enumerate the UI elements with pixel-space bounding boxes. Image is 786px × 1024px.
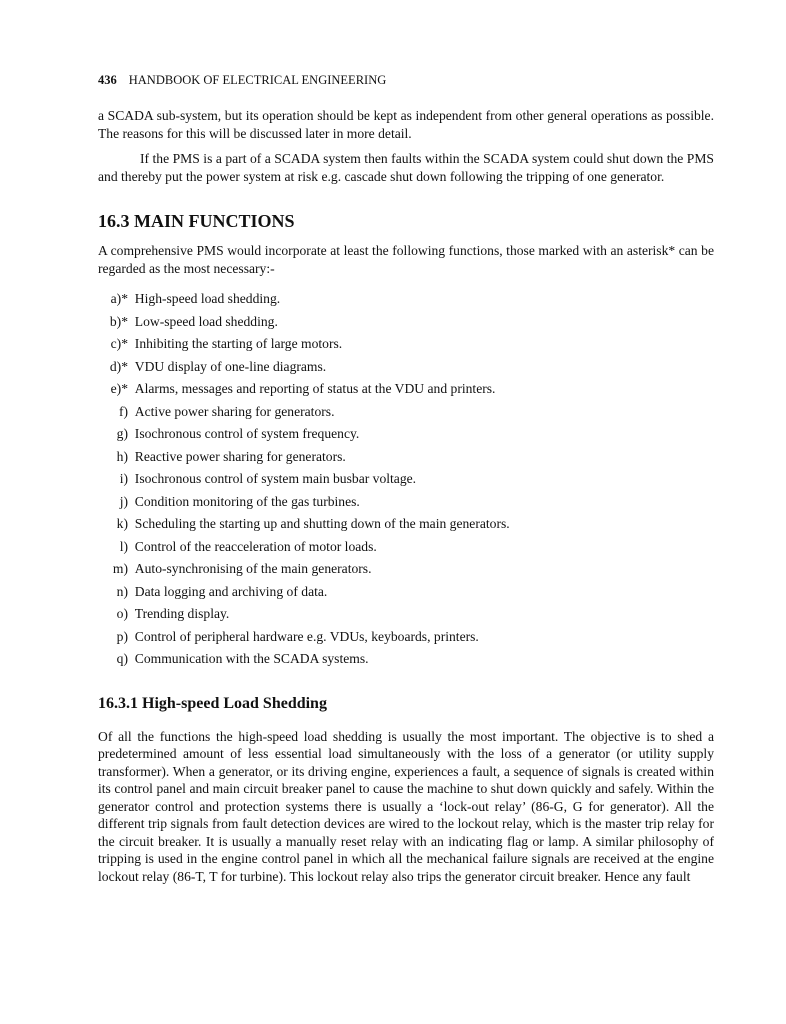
list-item-text: Active power sharing for generators. [134,403,335,419]
list-item [98,558,714,581]
list-item [98,401,714,424]
list-item-marker: q) [116,651,128,666]
list-item [98,378,714,401]
list-item [98,468,714,491]
section-intro: A comprehensive PMS would incorporate at least the following functions, those marked with an asterisk* can be regarded as the most necessary:- [98,243,714,276]
list-item [98,536,714,559]
list-item [98,648,714,671]
book-page [98,72,714,885]
list-item [98,513,714,536]
list-item [98,288,714,311]
list-item [98,581,714,604]
list-item [98,446,714,469]
page-number: 436 [98,73,117,87]
list-item [98,356,714,379]
list-item-marker: c)* [110,336,128,351]
list-item [98,423,714,446]
list-item-marker: p) [116,628,128,644]
intro-paragraph-1: a SCADA sub-system, but its operation should be kept as independent from other general operations as possible. The reasons for this will be discussed later in more detail. [98,108,714,141]
list-item [98,626,714,649]
list-item-marker: k) [116,516,128,531]
list-item-marker: d)* [109,358,128,374]
list-item [98,311,714,334]
list-item-marker: o) [116,606,128,621]
list-item-marker: f) [118,403,128,419]
list-item-marker: m) [112,561,128,576]
list-item-text: Trending display. [134,606,230,621]
list-item-text: Isochronous control of system frequency. [134,426,360,441]
list-item-text: Alarms, messages and reporting of status at the VDU and printers. [134,381,496,396]
list-item-text: Communication with the SCADA systems. [134,651,369,666]
list-item-marker: h) [116,448,128,464]
list-item-marker: a)* [110,291,128,306]
list-item-text: Condition monitoring of the gas turbines. [134,493,360,509]
list-item-text: Isochronous control of system main busbar voltage. [134,471,417,486]
running-title: HANDBOOK OF ELECTRICAL ENGINEERING [128,73,387,87]
list-item-marker: j) [119,493,128,509]
list-item [98,491,714,514]
list-item-marker: g) [116,426,128,441]
list-item-text: Scheduling the starting up and shutting down of the main generators. [134,516,510,531]
list-item [98,333,714,356]
section-heading: 16.3 MAIN FUNCTIONS [98,211,295,231]
list-item-marker: b)* [109,313,128,329]
list-item-marker: i) [119,471,128,486]
list-item-text: Auto-synchronising of the main generators. [134,561,372,576]
list-item-marker: l) [119,538,128,554]
list-item-text: Control of peripheral hardware e.g. VDUs, keyboards, printers. [134,628,479,644]
list-item-text: Control of the reacceleration of motor loads. [134,538,377,554]
list-item-text: Inhibiting the starting of large motors. [134,336,343,351]
intro-paragraph-2: If the PMS is a part of a SCADA system then faults within the SCADA system could shut down the PMS and thereby put the power system at risk e.g. cascade shut down following the tripping of one generator. [98,151,714,184]
running-header [98,72,714,88]
subsection-body: Of all the functions the high-speed load shedding is usually the most important. The objective is to shed a predetermined amount of less essential load simultaneously with the loss of a generator (or utility supply transformer). When a generator, or its driving engine, experiences a fault, a sequence of signals is created within its control panel and main circuit breaker panel to cause the machine to shut down quickly and safely. Within the generator control and protection systems there is usually a ‘lock-out relay’ (86-G, G for generator). All the different trip signals from fault detection devices are wired to the lockout relay, which is the master trip relay for the circuit breaker. It is usually a manually reset relay with an indicating flag or lamp. A similar philosophy of tripping is used in the engine control panel in which all the mechanical failure signals are received at the engine lockout relay (86-T, T for turbine). This lockout relay also trips the generator circuit breaker. Hence any fault [98,728,714,884]
functions-list [98,288,714,671]
list-item-text: Data logging and archiving of data. [134,583,328,599]
list-item-text: VDU display of one-line diagrams. [134,358,327,374]
list-item-marker: n) [116,583,128,599]
subsection-heading: 16.3.1 High-speed Load Shedding [98,694,327,712]
list-item-text: High-speed load shedding. [134,291,281,306]
list-item [98,603,714,626]
list-item-text: Low-speed load shedding. [134,313,278,329]
list-item-text: Reactive power sharing for generators. [134,448,346,464]
list-item-marker: e)* [110,381,128,396]
